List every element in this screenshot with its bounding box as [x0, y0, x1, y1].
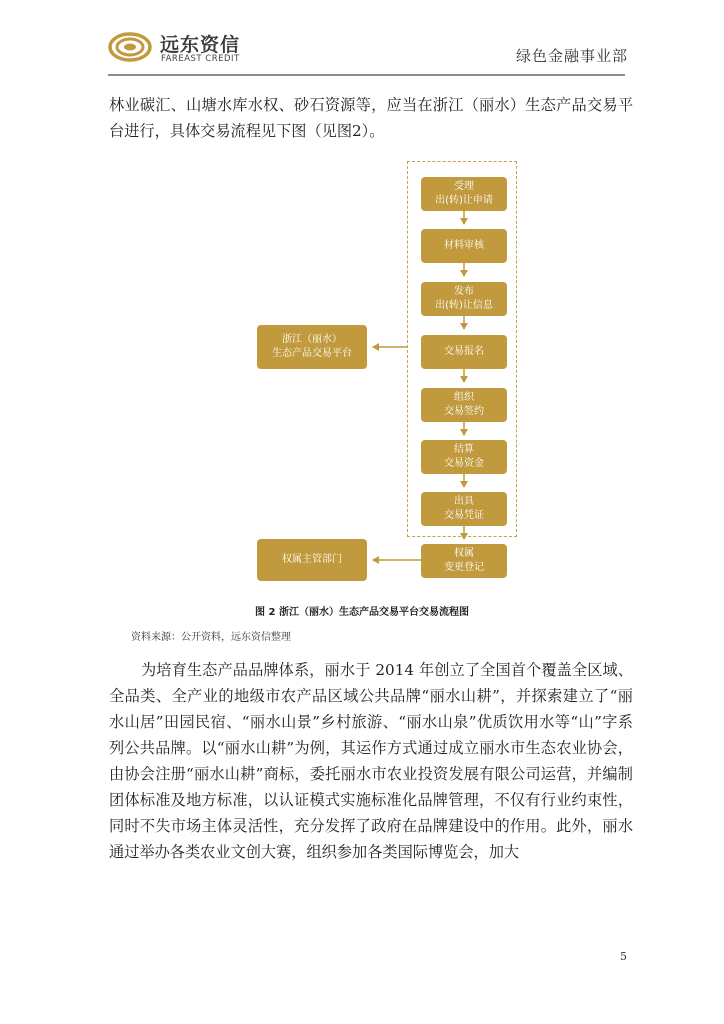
step-issue-certificate: 出具 交易凭证 — [421, 492, 507, 526]
logo-chinese-name: 远东资信 — [160, 34, 241, 56]
figure-source: 资料来源：公开资料，远东资信整理 — [131, 632, 291, 643]
body-paragraph: 为培育生态产品品牌体系，丽水于 2014 年创立了全国首个覆盖全区域、全品类、全产业的地级市农产品区域公共品牌“丽水山耕”，并探索建立了“丽水山居”田园民宿、“丽水山景”乡村旅游、“丽水山泉”优质饮用水等“山”字系列公共品牌。以“丽水山耕”为例，其运作方式通过成立丽水市生态农业协会，由协会注册“丽水山耕”商标，委托丽水市农业投资发展有限公司运营，并编制团体标准及地方标准，以认证模式实施标准化品牌管理，不仅有行业约束性，同时不失市场主体灵活性，充分发挥了政府在品牌建设中的作用。此外，丽水通过举办各类农业文创大赛，组织参加各类国际博览会，加大 — [109, 661, 633, 861]
authority-box: 权属主管部门 — [257, 539, 367, 581]
step-application: 受理 出(转)让申请 — [421, 177, 507, 211]
page-number: 5 — [620, 950, 627, 963]
step-ownership-change: 权属 变更登记 — [421, 544, 507, 578]
step-material-review: 材料审核 — [421, 229, 507, 263]
intro-paragraph: 林业碳汇、山塘水库水权、砂石资源等，应当在浙江（丽水）生态产品交易平台进行，具体交易流程见下图（见图2）。 — [109, 96, 633, 140]
step-contract-signing: 组织 交易签约 — [421, 388, 507, 422]
figure-caption: 图 2 浙江（丽水）生态产品交易平台交易流程图 — [255, 607, 469, 618]
step-publish-info: 发布 出(转)让信息 — [421, 282, 507, 316]
platform-box: 浙江（丽水） 生态产品交易平台 — [257, 325, 367, 369]
logo-english-name: FAREAST CREDIT — [161, 54, 240, 64]
department-name: 绿色金融事业部 — [515, 47, 628, 65]
step-fund-settlement: 结算 交易资金 — [421, 440, 507, 474]
step-registration: 交易报名 — [421, 335, 507, 369]
